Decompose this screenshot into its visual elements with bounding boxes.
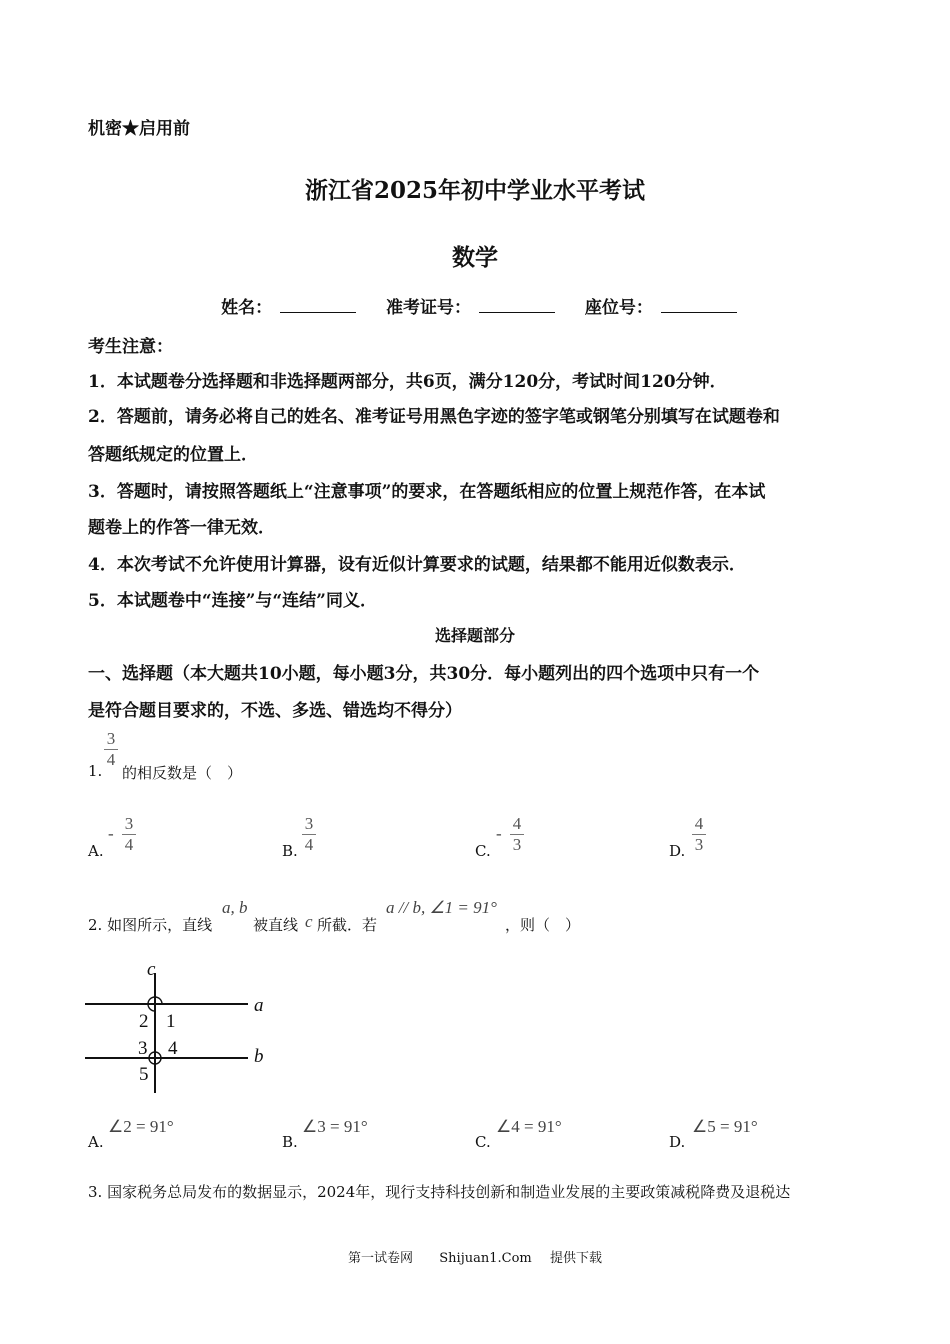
q1-option-b-label[interactable]: B.: [282, 842, 298, 860]
q2-option-d-label[interactable]: D.: [669, 1133, 686, 1151]
frac-denominator: 3: [512, 835, 522, 854]
exam-id-field[interactable]: [378, 298, 555, 318]
angle-3-label: 3: [138, 1038, 148, 1059]
name-label: 姓名：: [221, 298, 273, 318]
note-line: 题卷上的作答一律无效．: [88, 518, 275, 538]
confidential-mark: 机密★启用前: [88, 119, 190, 139]
frac-numerator: 4: [694, 814, 704, 833]
section-title: 选择题部分: [434, 626, 515, 645]
exam-id-label: 准考证号：: [386, 298, 471, 318]
q2-option-c-text: ∠4 = 91°: [496, 1117, 562, 1136]
q3-text: 3. 国家税务总局发布的数据显示，2024年，现行支持科技创新和制造业发展的主要政策减税降费及退税达: [88, 1183, 791, 1201]
frac-numerator: 3: [304, 814, 314, 833]
label-b: b: [254, 1046, 264, 1067]
frac-denominator: 4: [106, 750, 116, 769]
angle-5-label: 5: [139, 1064, 149, 1085]
exam-id-blank[interactable]: [479, 296, 555, 313]
q1-prefix: 1.: [88, 762, 103, 780]
note-line: 1．本试题卷分选择题和非选择题两部分，共6页，满分120分，考试时间120分钟．: [88, 372, 727, 392]
angle-2-label: 2: [139, 1011, 149, 1032]
q2-mid: 被直线: [253, 916, 299, 934]
note-line: 4．本次考试不允许使用计算器，设有近似计算要求的试题，结果都不能用近似数表示．: [88, 555, 746, 575]
q1-fraction: [104, 730, 118, 769]
q1-option-c-sign: -: [496, 824, 502, 843]
q2-mid2: 所截．若: [317, 916, 378, 934]
candidate-info: [0, 293, 950, 318]
q2-condition: a // b, ∠1 = 91°: [386, 898, 497, 917]
q1-option-a-sign: -: [108, 824, 114, 843]
q2-option-a-label[interactable]: A.: [88, 1133, 104, 1151]
q2-option-a-text: ∠2 = 91°: [108, 1117, 174, 1136]
frac-numerator: 3: [106, 729, 116, 748]
label-c: c: [147, 959, 156, 980]
seat-label: 座位号：: [584, 298, 653, 318]
q1-option-c-label[interactable]: C.: [475, 842, 491, 860]
q2-prefix: 2. 如图所示，直线: [88, 916, 213, 934]
footer-tail: 提供下载: [550, 1251, 603, 1266]
note-line: 5．本试题卷中“连接”与“连结”同义．: [88, 591, 377, 611]
q1-option-d-fraction: [692, 815, 706, 854]
q2-figure: [80, 955, 280, 1095]
q2-option-b-label[interactable]: B.: [282, 1133, 298, 1151]
footer-site: 第一试卷网: [347, 1251, 413, 1266]
frac-numerator: 3: [124, 814, 134, 833]
q2-suffix: ，则（ ）: [505, 916, 581, 934]
q1-option-a-fraction: [122, 815, 136, 854]
angle-4-label: 4: [168, 1038, 178, 1059]
notes-title: 考生注意：: [88, 337, 173, 357]
frac-denominator: 4: [124, 835, 134, 854]
q1-option-b-fraction: [302, 815, 316, 854]
seat-blank[interactable]: [661, 296, 737, 313]
q2-lines-ab: a, b: [222, 898, 248, 917]
q2-line-c: c: [305, 912, 313, 931]
label-a: a: [254, 995, 264, 1016]
name-field[interactable]: [213, 298, 356, 318]
q1-option-a-label[interactable]: A.: [88, 842, 104, 860]
angle-arc: [148, 1004, 155, 1011]
frac-denominator: 4: [304, 835, 314, 854]
note-line: 答题纸规定的位置上．: [88, 445, 258, 465]
note-line: 2．答题前，请务必将自己的姓名、准考证号用黑色字迹的签字笔或钢笔分别填写在试题卷和: [88, 407, 780, 427]
footer-domain[interactable]: Shijuan1.Com: [439, 1251, 532, 1266]
q2-option-c-label[interactable]: C.: [475, 1133, 491, 1151]
frac-denominator: 3: [694, 835, 704, 854]
q1-option-d-label[interactable]: D.: [669, 842, 686, 860]
q2-option-d-text: ∠5 = 91°: [692, 1117, 758, 1136]
exam-subject: 数学: [452, 244, 498, 271]
name-blank[interactable]: [280, 296, 356, 313]
section-instruction: 是符合题目要求的，不选、多选、错选均不得分）: [88, 701, 462, 721]
seat-field[interactable]: [577, 298, 737, 318]
exam-title: 浙江省2025年初中学业水平考试: [304, 177, 645, 204]
page-footer: [0, 1247, 950, 1266]
section-instruction: 一、选择题（本大题共10小题，每小题3分，共30分．每小题列出的四个选项中只有一个: [88, 664, 760, 684]
angle-1-label: 1: [166, 1011, 176, 1032]
q2-option-b-text: ∠3 = 91°: [302, 1117, 368, 1136]
q1-option-c-fraction: [510, 815, 524, 854]
note-line: 3．答题时，请按照答题纸上“注意事项”的要求，在答题纸相应的位置上规范作答，在本试: [88, 482, 766, 502]
frac-numerator: 4: [512, 814, 522, 833]
q1-text: 的相反数是（ ）: [122, 764, 243, 782]
